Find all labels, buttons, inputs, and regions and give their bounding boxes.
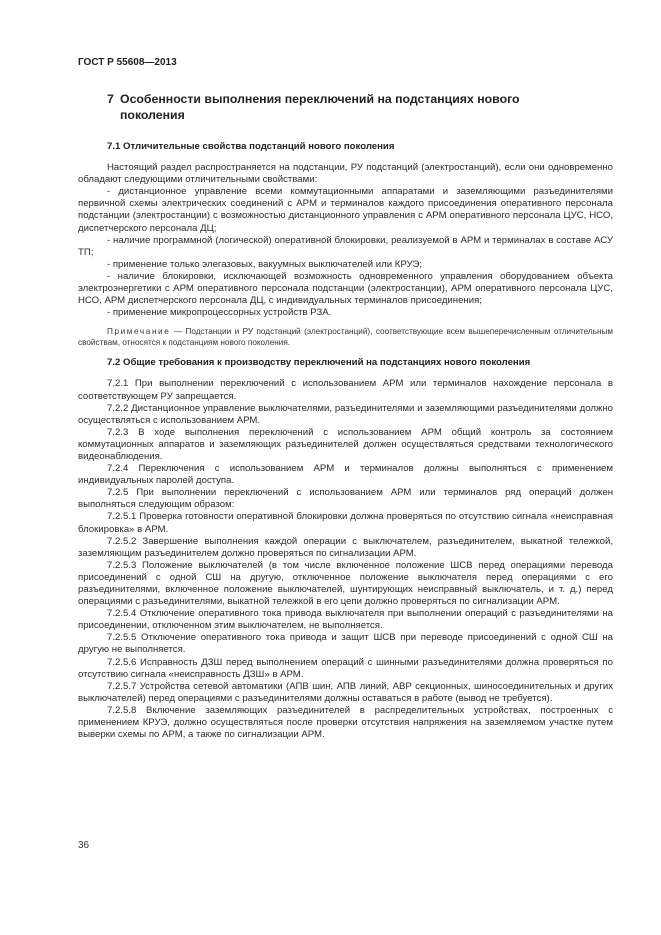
paragraph: 7.2.5.2 Завершение выполнения каждой операции с выключателем, разъединителем, выкатной тележкой, заземляющим разъединителем должно проверяться по сигнализации АРМ. <box>78 535 613 559</box>
note <box>78 326 613 348</box>
page-number: 36 <box>78 840 90 851</box>
note-text: — Подстанции и РУ подстанций (электростанций), соответствующие всем вышеперечисленным отличительным свойствам, относятся к подстанциям нового поколения. <box>78 327 613 348</box>
document-body <box>78 141 613 741</box>
list-item: - дистанционное управление всеми коммутационными аппаратами и заземляющими разъединителями первичной схемы электрических соединений с АРМ и терминалов каждого присоединения оперативного персонала подстанции (электростанции) с возможностью дистанционного управления с АРМ оперативного персонала ЦУС, НСО, диспетчерского персонала ДЦ; <box>78 186 613 234</box>
section-title-line2: поколения <box>120 108 185 122</box>
subsection-heading-7-2: 7.2 Общие требования к производству переключений на подстанциях нового поколения <box>107 357 531 369</box>
section-heading <box>107 91 577 123</box>
paragraph: 7.2.5.6 Исправность ДЗШ перед выполнением операций с шинными разъединителями должна проверяться по отсутствию сигнала «неисправность ДЗШ» в АРМ. <box>78 656 613 680</box>
paragraph: Настоящий раздел распространяется на подстанции, РУ подстанций (электростанций), если они одновременно обладают следующими отличительными свойствами: <box>78 162 613 186</box>
paragraph: 7.2.4 Переключения с использованием АРМ и терминалов должны выполняться с применением индивидуальных паролей доступа. <box>78 463 613 487</box>
section-title-line1: Особенности выполнения переключений на подстанциях нового <box>120 92 520 106</box>
note-label: Примечание <box>107 327 171 337</box>
paragraph: 7.2.5.3 Положение выключателей (в том числе включенное положение ШСВ перед операциями перевода присоединений с одной СШ на другую, отключенное положение выключателя перед операциями с его разъединителями, включенное положение выключателей, шунтирующих неисправный выключатель, и т. д.) перед операциями с разъединителями, выкатной тележкой в его цепи должно проверяться по сигнализации АРМ. <box>78 559 613 608</box>
paragraph: 7.2.5 При выполнении переключений с использованием АРМ или терминалов ряд операций должен выполняться следующим образом: <box>78 487 613 511</box>
list-item: - наличие блокировки, исключающей возможность одновременного управления оборудованием объекта электроэнергетики с АРМ оперативного персонала подстанции (электростанции), АРМ оперативного персонала ЦУС, НСО, АРМ диспетчерского персонала ДЦ, с индивидуальных терминалов присоединения; <box>78 270 613 307</box>
paragraph: 7.2.5.4 Отключение оперативного тока привода выключателя при выполнении операций с разъединителями на присоединении, отключенном этим выключателем, не выполняется. <box>78 608 613 632</box>
section-number: 7 <box>107 92 114 106</box>
document-header: ГОСТ Р 55608—2013 <box>78 57 177 68</box>
paragraph: 7.2.5.1 Проверка готовности оперативной блокировки должна проверяться по отсутствию сигнала «неисправная блокировка» в АРМ. <box>78 511 613 535</box>
paragraph: 7.2.2 Дистанционное управление выключателями, разъединителями и заземляющими разъединителями должно осуществляться с использованием АРМ. <box>78 402 613 426</box>
paragraph: 7.2.5.8 Включение заземляющих разъединителей в распределительных устройствах, построенных с применением КРУЭ, должно осуществляться после проверки отсутствия напряжения на заземляемом участке путем выверки схемы по АРМ, а также по сигнализации АРМ. <box>78 704 613 741</box>
list-item: - применение микропроцессорных устройств РЗА. <box>107 307 332 319</box>
paragraph: 7.2.1 При выполнении переключений с использованием АРМ или терминалов нахождение персонала в соответствующем РУ запрещается. <box>78 378 613 402</box>
paragraph: 7.2.5.7 Устройства сетевой автоматики (АПВ шин, АПВ линий, АВР секционных, шиносоединительных и других выключателей) перед операциями с разъединителями должны оставаться в работе (вывод не требуется). <box>78 680 613 704</box>
list-item: - применение только элегазовых, вакуумных выключателей или КРУЭ; <box>107 258 422 270</box>
paragraph: 7.2.5.5 Отключение оперативного тока привода и защит ШСВ при переводе присоединений с одной СШ на другую не выполняется. <box>78 632 613 656</box>
list-item: - наличие программной (логической) оперативной блокировки, реализуемой в АРМ и терминалах в составе АСУ ТП; <box>78 234 613 258</box>
paragraph: 7.2.3 В ходе выполнения переключений с использованием АРМ общий контроль за состоянием коммутационных аппаратов и заземляющих разъединителей должен осуществляться средствами технологического видеонаблюдения. <box>78 426 613 462</box>
subsection-heading-7-1: 7.1 Отличительные свойства подстанций нового поколения <box>107 141 395 152</box>
